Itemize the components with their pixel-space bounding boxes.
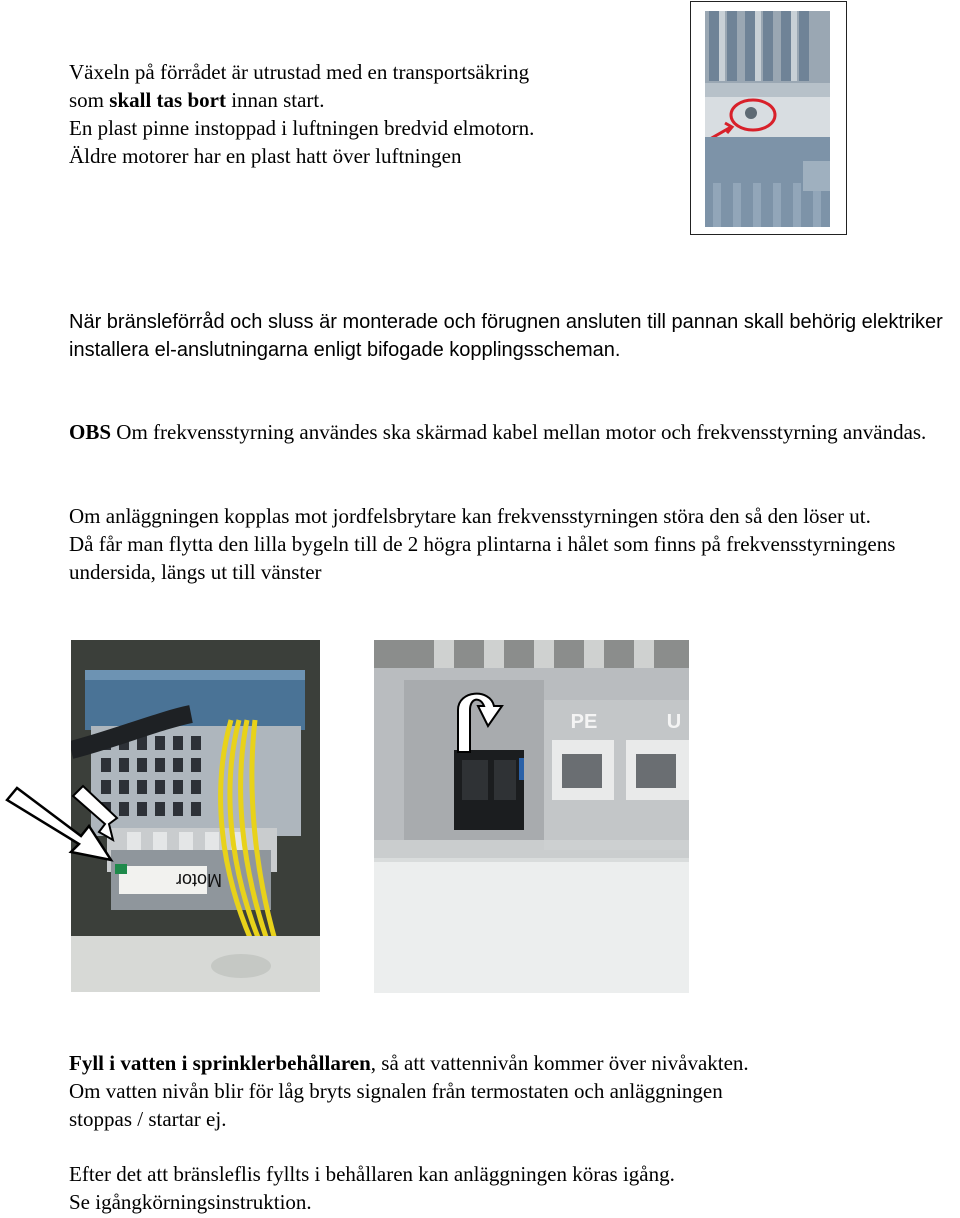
water-emphasis: Fyll i vatten i sprinklerbehållaren xyxy=(69,1051,371,1075)
terminal-label-pe: PE xyxy=(570,711,598,733)
obs-paragraph xyxy=(69,418,954,446)
terminal-label-u: U xyxy=(666,711,682,733)
motor-photo xyxy=(690,1,847,235)
rcd-text-1: Om anläggningen kopplas mot jordfelsbrytare kan frekvensstyrningen störa den så den löser ut. xyxy=(69,504,871,528)
closeup-illustration xyxy=(374,640,689,993)
rcd-paragraph xyxy=(69,502,960,586)
terminal-closeup-photo xyxy=(374,640,689,993)
obs-text: Om frekvensstyrning användes ska skärmad kabel mellan motor och frekvensstyrning användas. xyxy=(111,420,927,444)
intro-line-4: Äldre motorer har en plast hatt över luftningen xyxy=(69,144,462,168)
intro-line-3: En plast pinne instoppad i luftningen bredvid elmotorn. xyxy=(69,116,535,140)
electrician-paragraph xyxy=(69,308,949,364)
intro-line-1: Växeln på förrådet är utrustad med en transportsäkring xyxy=(69,60,530,84)
fuel-paragraph xyxy=(69,1160,949,1216)
water-paragraph xyxy=(69,1049,949,1133)
pointer-arrow-icon xyxy=(3,786,115,866)
fuel-text-2: Se igångkörningsinstruktion. xyxy=(69,1190,312,1214)
electrician-text: När bränsleförråd och sluss är monterade och förugnen ansluten till pannan skall behörig elektriker installera el-anslutningarna enligt bifogade kopplingsscheman. xyxy=(69,311,943,361)
rcd-text-2: Då får man flytta den lilla bygeln till de 2 högra plintarna i hålet som finns på frekvensstyrningens undersida, längs ut till vänster xyxy=(69,532,896,584)
motor-illustration xyxy=(705,11,830,227)
water-text-3: stoppas / startar ej. xyxy=(69,1107,227,1131)
intro-paragraph xyxy=(69,58,669,170)
obs-label: OBS xyxy=(69,420,112,444)
intro-line-2: som skall tas bort innan start. xyxy=(69,88,325,112)
water-text-2: Om vatten nivån blir för låg bryts signalen från termostaten och anläggningen xyxy=(69,1079,723,1103)
motor-label: Motor xyxy=(175,870,223,890)
water-text-1: , så att vattennivån kommer över nivåvakten. xyxy=(370,1051,749,1075)
intro-emphasis: skall tas bort xyxy=(109,88,226,112)
fuel-text-1: Efter det att bränsleflis fyllts i behållaren kan anläggningen köras igång. xyxy=(69,1162,675,1186)
